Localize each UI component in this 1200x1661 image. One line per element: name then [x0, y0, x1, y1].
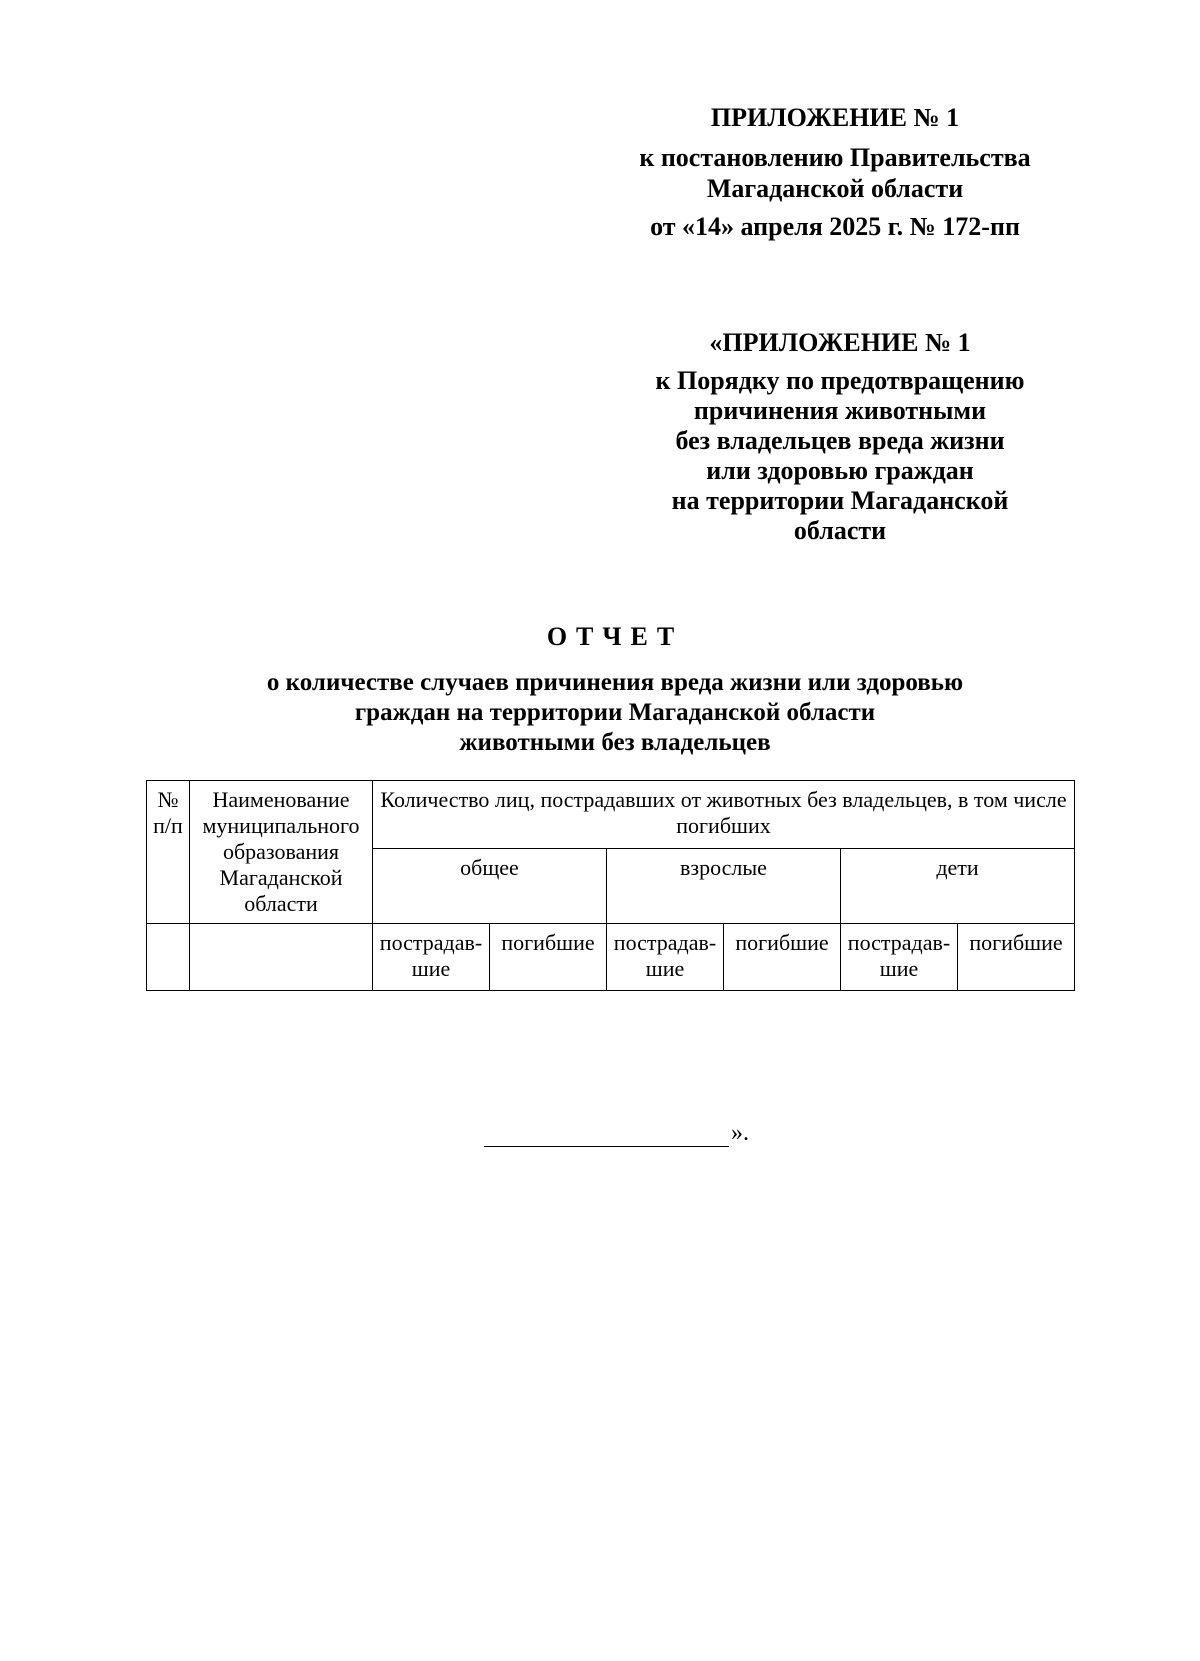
- report-subtitle: [150, 668, 1080, 758]
- group-total-header: общее: [373, 849, 607, 924]
- subtitle-line: о количестве случаев причинения вреда жизни или здоровью: [266, 669, 964, 696]
- annex2-title: «ПРИЛОЖЕНИЕ № 1: [709, 328, 971, 357]
- annex-line-3: от «14» апреля 2025 г. № 172-пп: [650, 212, 1020, 241]
- num-cell: [147, 924, 190, 991]
- subtitle-line: животными без владельцев: [459, 729, 771, 756]
- group-header: Количество лиц, пострадавших от животных без владельцев, в том числе погибших: [373, 781, 1075, 849]
- subtitle-line: граждан на территории Магаданской области: [354, 699, 876, 726]
- annex-line-2: Магаданской области: [706, 174, 964, 203]
- annex2-line: на территории Магаданской: [671, 486, 1009, 515]
- report-title: ОТЧЕТ: [546, 622, 684, 651]
- num-header: № п/п: [147, 781, 190, 924]
- annex2-line: причинения животными: [693, 396, 987, 425]
- name-cell: [190, 924, 373, 991]
- annex-line-1: к постановлению Правительства: [639, 143, 1031, 172]
- annex-header: [600, 102, 1070, 242]
- killed-header: погибшие: [724, 924, 841, 991]
- annex2-line: к Порядку по предотвращению: [655, 366, 1025, 395]
- annex2-header: [610, 328, 1070, 546]
- injured-header: пострадав-шие: [607, 924, 724, 991]
- injured-header: пострадав-шие: [841, 924, 958, 991]
- annex2-line: или здоровью граждан: [706, 456, 974, 485]
- killed-header: погибшие: [490, 924, 607, 991]
- annex2-line: без владельцев вреда жизни: [675, 426, 1005, 455]
- annex2-line: области: [793, 516, 887, 545]
- report-table: [146, 780, 1075, 991]
- killed-header: погибшие: [958, 924, 1075, 991]
- group-adults-header: взрослые: [607, 849, 841, 924]
- annex-title: ПРИЛОЖЕНИЕ № 1: [710, 103, 960, 132]
- group-children-header: дети: [841, 849, 1075, 924]
- blank-line: [484, 1122, 729, 1147]
- closing-line: [484, 1120, 749, 1147]
- injured-header: пострадав-шие: [373, 924, 490, 991]
- closing-mark: ».: [731, 1120, 749, 1146]
- name-header: Наименование муниципального образования Магаданской области: [190, 781, 373, 924]
